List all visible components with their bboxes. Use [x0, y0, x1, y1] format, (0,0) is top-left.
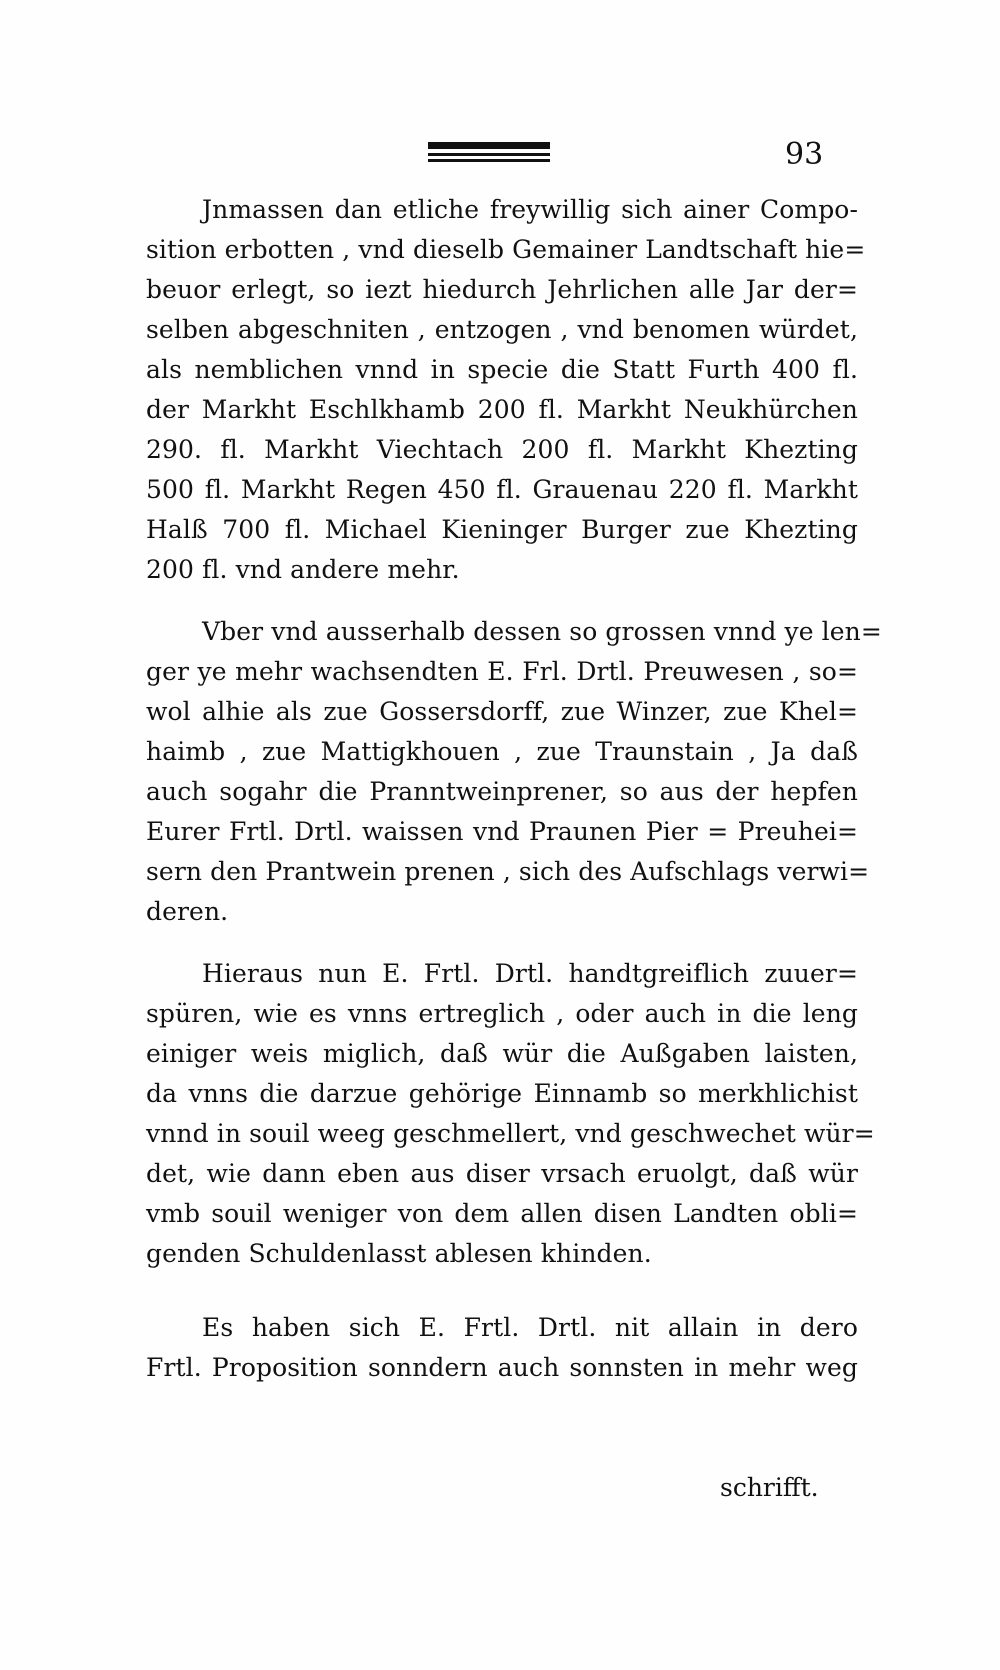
- catchword: schrifft.: [720, 1473, 819, 1502]
- text-line: 200 fl. vnd andere mehr.: [146, 555, 460, 584]
- text-line: als nemblichen vnnd in specie die Statt Furth 400 fl.: [146, 355, 858, 384]
- paragraph-3: [146, 954, 875, 1274]
- text-line: 290. fl. Markht Viechtach 200 fl. Markht Khezting: [146, 435, 858, 464]
- text-line: da vnns die darzue gehörige Einnamb so merkhlichist: [146, 1079, 858, 1108]
- text-line: det, wie dann eben aus diser vrsach eruolgt, daß wür: [146, 1159, 858, 1188]
- text-line: haimb , zue Mattigkhouen , zue Traunstain , Ja daß: [146, 737, 858, 766]
- text-line: vmb souil weniger von dem allen disen Landten obli=: [146, 1199, 858, 1228]
- text-line: auch sogahr die Pranntweinprener, so aus der hepfen: [146, 777, 858, 806]
- header-rule-thick: [428, 142, 550, 149]
- text-line: genden Schuldenlasst ablesen khinden.: [146, 1239, 652, 1268]
- text-line: vnnd in souil weeg geschmellert, vnd geschwechet wür=: [146, 1119, 875, 1148]
- text-line: sern den Prantwein prenen , sich des Aufschlags verwi=: [146, 857, 870, 886]
- text-line: ger ye mehr wachsendten E. Frl. Drtl. Preuwesen , so=: [146, 657, 858, 686]
- text-line: Frtl. Proposition sonndern auch sonnsten in mehr weg: [146, 1353, 858, 1382]
- text-line: selben abgeschniten , entzogen , vnd benomen würdet,: [146, 315, 858, 344]
- page-number: 93: [785, 137, 824, 172]
- text-line: Vber vnd ausserhalb dessen so grossen vnnd ye len=: [202, 617, 882, 646]
- text-line: sition erbotten , vnd dieselb Gemainer Landtschaft hie=: [146, 235, 866, 264]
- paragraph-4: [146, 1308, 858, 1388]
- header-rule-thin: [428, 153, 550, 156]
- text-line: der Markht Eschlkhamb 200 fl. Markht Neukhürchen: [146, 395, 858, 424]
- header-rule-ornament: [428, 142, 550, 165]
- paragraph-1: [146, 190, 866, 590]
- text-line: Halß 700 fl. Michael Kieninger Burger zue Khezting: [146, 515, 858, 544]
- text-line: deren.: [146, 897, 229, 926]
- text-line: wol alhie als zue Gossersdorff, zue Winzer, zue Khel=: [146, 697, 858, 726]
- text-line: einiger weis miglich, daß wür die Außgaben laisten,: [146, 1039, 858, 1068]
- text-line: 500 fl. Markht Regen 450 fl. Grauenau 220 fl. Markht: [146, 475, 858, 504]
- text-line: Es haben sich E. Frtl. Drtl. nit allain in dero: [202, 1313, 858, 1342]
- header-rule-thin: [428, 159, 550, 162]
- text-line: beuor erlegt, so iezt hiedurch Jehrlichen alle Jar der=: [146, 275, 858, 304]
- text-line: spüren, wie es vnns ertreglich , oder auch in die leng: [146, 999, 858, 1028]
- text-line: Hieraus nun E. Frtl. Drtl. handtgreiflich zuuer=: [202, 959, 858, 988]
- text-line: Jnmassen dan etliche freywillig sich ainer Compo-: [202, 195, 858, 224]
- text-line: Eurer Frtl. Drtl. waissen vnd Praunen Pier = Preuhei=: [146, 817, 858, 846]
- paragraph-2: [146, 612, 882, 932]
